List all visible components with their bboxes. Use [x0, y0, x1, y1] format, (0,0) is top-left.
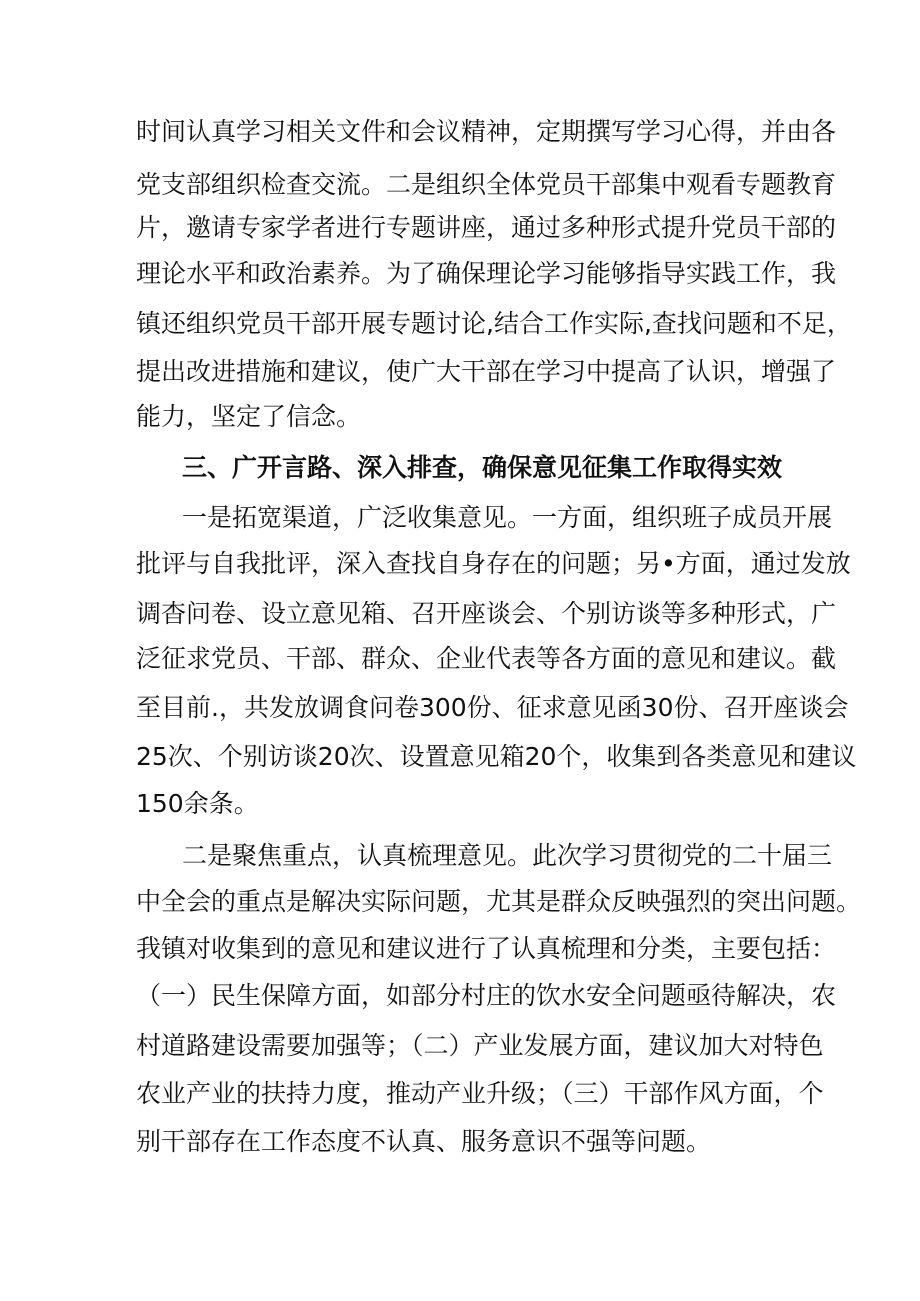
text-line: 我镇对收集到的意见和建议进行了认真梳理和分类，主要包括：: [136, 934, 837, 963]
text-line: 泛征求党员、干部、群众、企业代表等各方面的意见和建议。截: [136, 644, 837, 673]
text-line: 片，邀请专家学者进行专题讲座，通过多种形式提升党员干部的: [136, 213, 837, 242]
text-line: 25次、个别访谈20次、设置意见箱20个，收集到各类意见和建议: [136, 742, 857, 771]
text-line: 提出改进措施和建议，使广大干部在学习中提高了认识，增强了: [136, 357, 837, 386]
text-line: 农业产业的扶持力度，推动产业升级；（三）干部作风方面，个: [136, 1079, 824, 1108]
text-line: 能力，坚定了信念。: [136, 402, 362, 431]
text-line: 调杳问卷、设立意见箱、召开座谈会、个别访谈等多种形式，广: [136, 599, 837, 628]
text-line: 中全会的重点是解决实际问题，尤其是群众反映强烈的突出问题。: [136, 887, 862, 916]
text-line: 至目前.，共发放调食问卷300份、征求意见函30份、召开座谈会: [136, 693, 849, 722]
text-line: 别干部存在工作态度不认真、服务意识不强等问题。: [136, 1127, 712, 1156]
text-line: 150余条。: [136, 789, 259, 818]
text-line: 一是拓宽渠道，广泛收集意见。一方面，组织班子成员开展: [182, 503, 833, 532]
section-heading: 三、广开言路、深入排查，确保意见征集工作取得实效: [182, 453, 783, 482]
text-line: （一）民生保障方面，如部分村庄的饮水安全问题亟待解决，农: [136, 981, 837, 1010]
text-line: 党支部组织检查交流。二是组织全体党员干部集中观看专题教育: [136, 170, 837, 199]
text-line: 时间认真学习相关文件和会议精神，定期撰写学习心得，并由各: [136, 117, 837, 146]
text-line: 理论水平和政治素养。为了确保理论学习能够指导实践工作，我: [136, 259, 837, 288]
text-line: 村道路建设需要加强等；（二）产业发展方面，建议加大对特色: [136, 1031, 824, 1060]
text-line: 二是聚焦重点，认真梳理意见。此次学习贯彻党的二十届三: [182, 841, 833, 870]
text-line: 镇还组织党员干部开展专题讨论,结合工作实际,查找问题和不足，: [136, 309, 852, 338]
text-line: 批评与自我批评，深入查找自身存在的问题；另•方面，通过发放: [136, 549, 851, 578]
